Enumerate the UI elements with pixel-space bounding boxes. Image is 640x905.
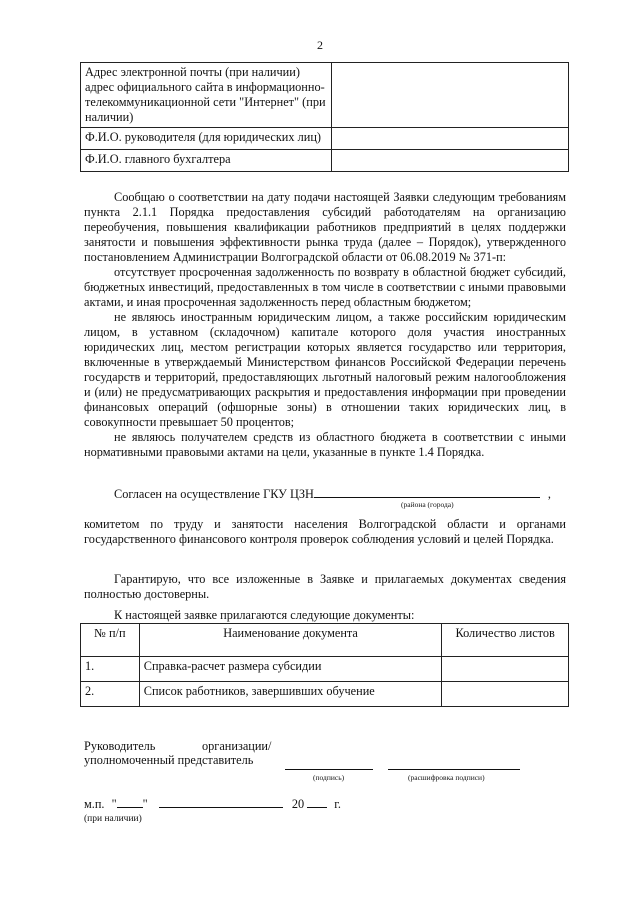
stamp-note: (при наличии) bbox=[84, 814, 142, 824]
consent-label: Согласен на осуществление ГКУ ЦЗН bbox=[114, 487, 314, 501]
documents-table bbox=[80, 623, 569, 707]
header-document-name: Наименование документа bbox=[139, 624, 442, 657]
applicant-info-table bbox=[80, 62, 569, 172]
paragraph-not-foreign: не являюсь иностранным юридическим лицом, а также российским юридическим лицом, в уставном (складочном) капитале которого доля участия иностранных юридических лиц, местом регистрации которых является государство или территория, включенные в утверждаемый Министерством финансов Российской Федерации перечень государств и территорий, предоставляющих льготный налоговый режим налогообложения и (или) не предусматривающих раскрытия и предоставления информации при проведении финансовых операций (офшорные зоны) в отношении таких юридических лиц, в совокупности превышает 50 процентов; bbox=[84, 310, 566, 429]
table-row bbox=[81, 128, 569, 150]
paragraph-compliance: Сообщаю о соответствии на дату подачи настоящей Заявки следующим требованиям пункта 2.1.1 Порядка предоставления субсидий работодателям на организацию переобучения, повышения квалификации работников предприятий в целях поддержки занятости и повышения эффективности рынка труда (далее – Порядок), утвержденного постановлением Администрации Волгоградской области от 06.08.2019 № 371-п: bbox=[84, 190, 566, 264]
role-line2: уполномоченный представитель bbox=[84, 753, 254, 767]
row-sheet-count bbox=[442, 682, 569, 707]
signature-decode-caption: (расшифровка подписи) bbox=[408, 773, 485, 782]
district-caption: (района (города) bbox=[401, 500, 454, 509]
row-number: 2. bbox=[81, 682, 140, 707]
paragraph-guarantee bbox=[84, 572, 566, 602]
table-cell-label: Ф.И.О. руководителя (для юридических лиц) bbox=[81, 128, 332, 150]
paragraph-attachments-text: К настоящей заявке прилагаются следующие документы: bbox=[114, 608, 415, 622]
table-cell-value bbox=[332, 150, 569, 172]
district-blank bbox=[314, 485, 540, 498]
table-cell-value bbox=[332, 128, 569, 150]
page-number: 2 bbox=[317, 38, 323, 52]
signature-decode-blank bbox=[388, 769, 520, 770]
paragraph-control-text: комитетом по труду и занятости населения Волгоградской области и органами государственного финансового контроля проверок соблюдения условий и целей Порядка. bbox=[84, 517, 566, 546]
stamp-place bbox=[84, 796, 341, 812]
month-blank bbox=[159, 796, 283, 808]
requirements-section bbox=[84, 190, 566, 460]
consent-comma: , bbox=[547, 487, 551, 501]
header-sheet-count: Количество листов bbox=[442, 624, 569, 657]
table-row bbox=[81, 150, 569, 172]
table-row bbox=[81, 63, 569, 128]
day-blank bbox=[117, 796, 143, 808]
paragraph-attachments bbox=[84, 608, 566, 623]
paragraph-guarantee-text: Гарантирую, что все изложенные в Заявке и прилагаемых документах сведения полностью достоверны. bbox=[84, 572, 566, 601]
consent-line bbox=[84, 485, 566, 502]
role-line1-right: организации/ bbox=[202, 739, 272, 753]
row-sheet-count bbox=[442, 657, 569, 682]
table-cell-label: Адрес электронной почты (при наличии) адрес официального сайта в информационно-телекоммуникационной сети "Интернет" (при наличии) bbox=[81, 63, 332, 128]
table-row bbox=[81, 682, 569, 707]
role-line1-left: Руководитель bbox=[84, 739, 156, 753]
row-document-name: Список работников, завершивших обучение bbox=[139, 682, 442, 707]
signature-blank bbox=[285, 769, 373, 770]
table-cell-value bbox=[332, 63, 569, 128]
table-header-row bbox=[81, 624, 569, 657]
quote-close: " bbox=[142, 797, 148, 811]
stamp-label: м.п. bbox=[84, 797, 105, 811]
paragraph-no-debt: отсутствует просроченная задолженность по возврату в областной бюджет субсидий, бюджетных инвестиций, предоставленных в том числе в соответствии с иными правовыми актами, и иная просроченная задолженность перед областным бюджетом; bbox=[84, 265, 566, 309]
row-document-name: Справка-расчет размера субсидии bbox=[139, 657, 442, 682]
year-suffix: г. bbox=[334, 797, 341, 811]
signature-caption: (подпись) bbox=[313, 773, 345, 782]
quote-open: " bbox=[111, 797, 117, 811]
table-row bbox=[81, 657, 569, 682]
year-blank bbox=[307, 796, 327, 808]
paragraph-control bbox=[84, 517, 566, 547]
table-cell-label: Ф.И.О. главного бухгалтера bbox=[81, 150, 332, 172]
year-prefix: 20 bbox=[291, 797, 305, 811]
header-number: № п/п bbox=[81, 624, 140, 657]
paragraph-not-recipient: не являюсь получателем средств из областного бюджета в соответствии с иными нормативными правовыми актами на цели, указанные в пункте 1.4 Порядка. bbox=[84, 430, 566, 459]
row-number: 1. bbox=[81, 657, 140, 682]
